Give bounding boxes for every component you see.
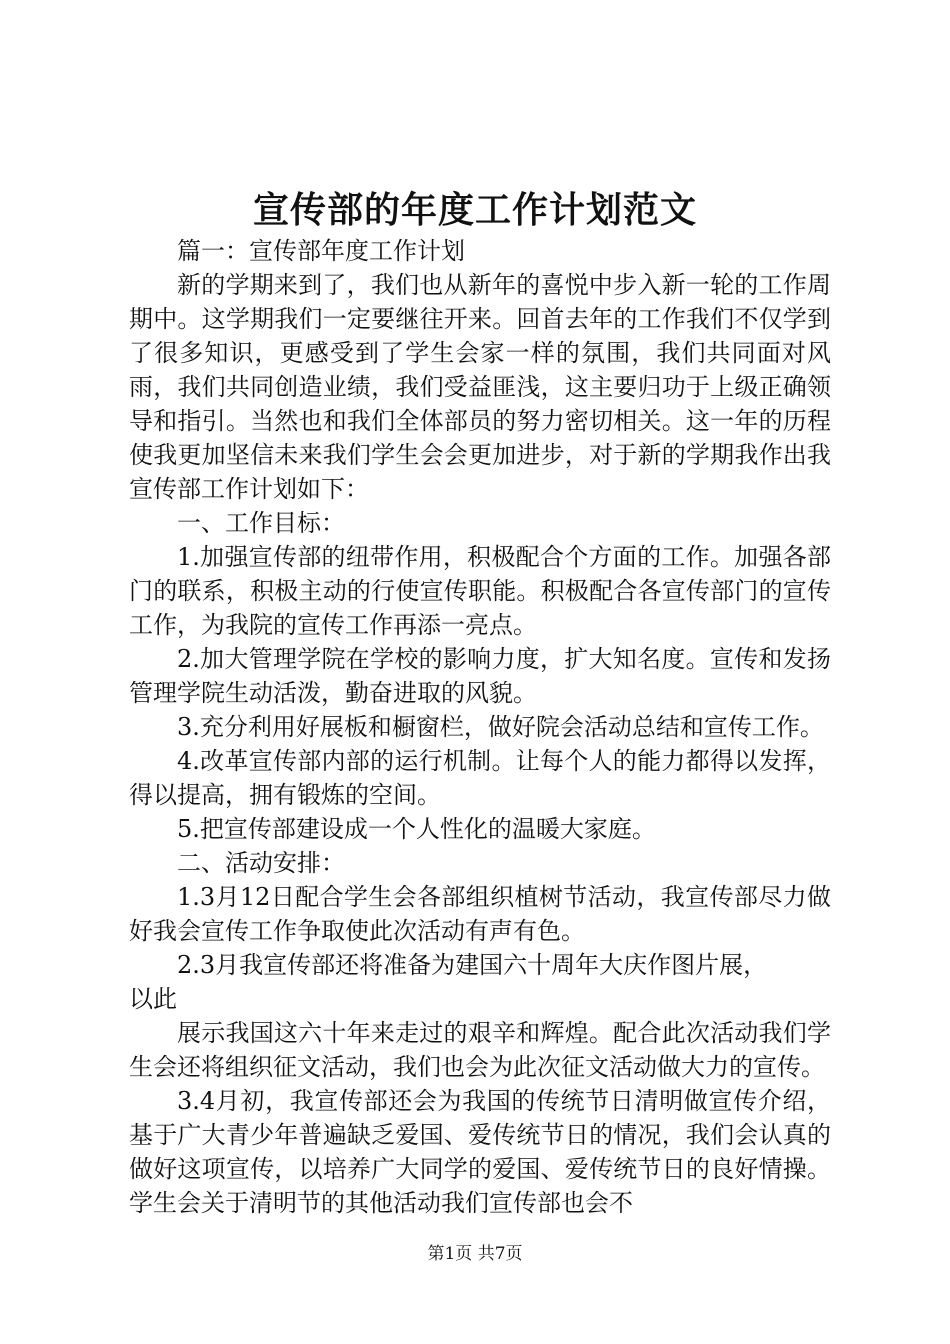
list-item: 3.充分利用好展板和橱窗栏，做好院会活动总结和宣传工作。 [177,713,824,741]
subsection-heading: 二、活动安排： [177,849,345,877]
subsection-heading: 一、工作目标： [177,509,345,537]
list-item: 2.3月我宣传部还将准备为建国六十周年大庆作图片展， [177,951,768,979]
document-title: 宣传部的年度工作计划范文 [252,189,697,231]
list-item: 2.加大管理学院在学校的影响力度，扩大知名度。宣传和发扬管理学院生动活泼，勤奋进取的风貌。 [129,645,831,707]
paragraph: 展示我国这六十年来走过的艰辛和辉煌。配合此次活动我们学生会还将组织征文活动，我们也会为此次征文活动做大力的宣传。 [129,1019,831,1081]
paragraph: 新的学期来到了，我们也从新年的喜悦中步入新一轮的工作周期中。这学期我们一定要继往开来。回首去年的工作我们不仅学到了很多知识，更感受到了学生会家一样的氛围，我们共同面对风雨，我们共同创造业绩，我们受益匪浅，这主要归功于上级正确领导和指引。当然也和我们全体部员的努力密切相关。这一年的历程使我更加坚信未来我们学生会会更加进步，对于新的学期我作出我宣传部工作计划如下： [129,271,831,503]
list-item: 1.加强宣传部的纽带作用，积极配合个方面的工作。加强各部门的联系，积极主动的行使宣传职能。积极配合各宣传部门的宣传工作，为我院的宣传工作再添一亮点。 [129,543,831,639]
list-item: 4.改革宣传部内部的运行机制。让每个人的能力都得以发挥，得以提高，拥有锻炼的空间。 [129,747,831,809]
document-body [129,234,831,1220]
list-item: 5.把宣传部建设成一个人性化的温暖大家庭。 [177,815,656,843]
list-item: 3.4月初，我宣传部还会为我国的传统节日清明做宣传介绍，基于广大青少年普遍缺乏爱国、爱传统节日的情况，我们会认真的做好这项宣传，以培养广大同学的爱国、爱传统节日的良好情操。学生会关于清明节的其他活动我们宣传部也会不 [129,1087,831,1217]
paragraph-fragment: 以此 [129,985,177,1013]
section-heading: 篇一：宣传部年度工作计划 [177,237,465,265]
page-number-footer: 第1页 共7页 [427,1244,523,1264]
list-item: 1.3月12日配合学生会各部组织植树节活动，我宣传部尽力做好我会宣传工作争取使此次活动有声有色。 [129,883,831,945]
